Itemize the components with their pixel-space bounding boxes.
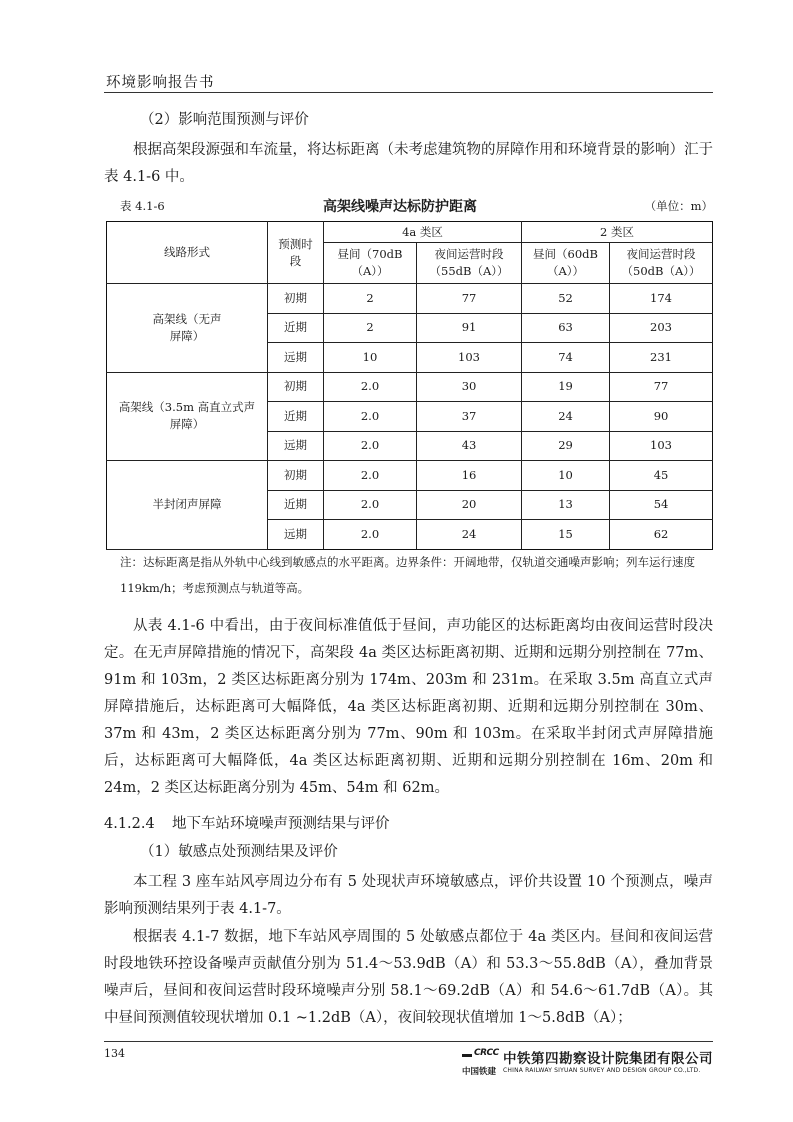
table-unit: （单位：m） — [644, 199, 713, 213]
subsection-number: 4.1.2.4 — [104, 816, 155, 832]
table-caption — [120, 196, 713, 216]
value-cell: 63 — [522, 313, 610, 343]
value-cell: 2.0 — [324, 490, 417, 520]
period-cell: 初期 — [268, 461, 324, 491]
value-cell: 2 — [324, 284, 417, 314]
subsection-title: 地下车站环境噪声预测结果与评价 — [172, 816, 390, 832]
value-cell: 203 — [610, 313, 713, 343]
page-number: 134 — [104, 1047, 125, 1060]
period-cell: 近期 — [268, 402, 324, 432]
table-note: 注：达标距离是指从外轨中心线到敏感点的水平距离。边界条件：开阔地带，仅轨道交通噪声影响；列车运行速度 119km/h；考虑预测点与轨道等高。 — [120, 555, 695, 595]
period-cell: 初期 — [268, 372, 324, 402]
header-period: 预测时段 — [268, 222, 324, 284]
table-title: 高架线噪声达标防护距离 — [323, 199, 477, 215]
table-id: 表 4.1-6 — [120, 199, 165, 213]
header-day-2: 昼间（60dB（A）） — [522, 243, 610, 284]
item-heading: （1）敏感点处预测结果及评价 — [140, 844, 338, 860]
table-row — [107, 372, 713, 402]
header-day-4a: 昼间（70dB（A）） — [324, 243, 417, 284]
value-cell: 103 — [417, 343, 522, 373]
header-night-4a: 夜间运营时段（55dB（A）） — [417, 243, 522, 284]
value-cell: 15 — [522, 520, 610, 550]
value-cell: 19 — [522, 372, 610, 402]
value-cell: 45 — [610, 461, 713, 491]
analysis-text: 从表 4.1-6 中看出，由于夜间标准值低于昼间，声功能区的达标距离均由夜间运营时段决定。在无声屏障措施的情况下，高架段 4a 类区达标距离初期、近期和远期分别控制在 77m、91m 和 103m，2 类区达标距离分别为 174m、203m 和 231m。在采取 3.5m 高直立式声屏障措施后，达标距离可大幅降低，4a 类区达标距离初期、近期和远期分别控制在 30m、37m 和 43m，2 类区达标距离分别为 77m、90m 和 103m。在采取半封闭式声屏障措施后，达标距离可大幅降低，4a 类区达标距离初期、近期和远期分别控制在 16m、20m 和 24m，2 类区达标距离分别为 45m、54m 和 62m。 — [104, 618, 713, 796]
period-cell: 近期 — [268, 490, 324, 520]
document-header-title: 环境影响报告书 — [106, 75, 215, 91]
value-cell: 77 — [610, 372, 713, 402]
footer-divider — [104, 1041, 713, 1042]
value-cell: 29 — [522, 431, 610, 461]
value-cell: 231 — [610, 343, 713, 373]
group-name-cell: 半封闭声屏障 — [107, 461, 268, 550]
value-cell: 2.0 — [324, 461, 417, 491]
value-cell: 24 — [522, 402, 610, 432]
value-cell: 77 — [417, 284, 522, 314]
value-cell: 10 — [522, 461, 610, 491]
value-cell: 43 — [417, 431, 522, 461]
value-cell: 2.0 — [324, 402, 417, 432]
header-divider — [104, 92, 713, 93]
value-cell: 24 — [417, 520, 522, 550]
value-cell: 30 — [417, 372, 522, 402]
value-cell: 54 — [610, 490, 713, 520]
company-name-en: CHINA RAILWAY SIYUAN SURVEY AND DESIGN GROUP CO.,LTD. — [503, 1067, 701, 1074]
value-cell: 174 — [610, 284, 713, 314]
header-zone-4a: 4a 类区 — [324, 222, 522, 243]
value-cell: 74 — [522, 343, 610, 373]
value-cell: 90 — [610, 402, 713, 432]
period-cell: 远期 — [268, 343, 324, 373]
paragraph-text: 本工程 3 座车站风亭周边分布有 5 处现状声环境敏感点，评价共设置 10 个预测点，噪声影响预测结果列于表 4.1-7。 — [104, 874, 713, 917]
period-cell: 初期 — [268, 284, 324, 314]
value-cell: 2 — [324, 313, 417, 343]
period-cell: 近期 — [268, 313, 324, 343]
value-cell: 2.0 — [324, 431, 417, 461]
paragraph-sensitive-points — [104, 869, 713, 923]
logo-mark-text: CRCC — [474, 1048, 499, 1058]
crcc-logo-icon — [462, 1048, 502, 1062]
value-cell: 2.0 — [324, 372, 417, 402]
header-route-form: 线路形式 — [107, 222, 268, 284]
section-heading: （2）影响范围预测与评价 — [140, 112, 309, 128]
value-cell: 37 — [417, 402, 522, 432]
value-cell: 16 — [417, 461, 522, 491]
paragraph-text: 根据表 4.1-7 数据，地下车站风亭周围的 5 处敏感点都位于 4a 类区内。昼间和夜间运营时段地铁环控设备噪声贡献值分别为 51.4～53.9dB（A）和 53.3～55.8dB（A），叠加背景噪声后，昼间和夜间运营时段环境噪声分别 58.1～69.2dB（A）和 54.6～61.7dB（A）。其中昼间预测值较现状增加 0.1 ~1.2dB（A），夜间较现状值增加 1～5.8dB（A）； — [104, 929, 713, 1026]
value-cell: 103 — [610, 431, 713, 461]
paragraph-station-analysis — [104, 924, 713, 1032]
value-cell: 52 — [522, 284, 610, 314]
value-cell: 2.0 — [324, 520, 417, 550]
group-name-cell: 高架线（无声屏障） — [107, 284, 268, 373]
header-zone-2: 2 类区 — [522, 222, 713, 243]
value-cell: 20 — [417, 490, 522, 520]
group-name-cell: 高架线（3.5m 高直立式声屏障） — [107, 372, 268, 461]
noise-distance-table — [106, 221, 713, 550]
period-cell: 远期 — [268, 431, 324, 461]
logo-subtitle: 中国铁建 — [462, 1067, 497, 1077]
company-name-cn: 中铁第四勘察设计院集团有限公司 — [503, 1051, 713, 1067]
table-row — [107, 461, 713, 491]
period-cell: 远期 — [268, 520, 324, 550]
value-cell: 13 — [522, 490, 610, 520]
value-cell: 62 — [610, 520, 713, 550]
value-cell: 91 — [417, 313, 522, 343]
intro-paragraph — [104, 137, 713, 191]
analysis-paragraph — [104, 613, 713, 802]
table-row — [107, 284, 713, 314]
header-night-2: 夜间运营时段（50dB（A）） — [610, 243, 713, 284]
value-cell: 10 — [324, 343, 417, 373]
intro-text: 根据高架段源强和车流量，将达标距离（未考虑建筑物的屏障作用和环境背景的影响）汇于表 4.1-6 中。 — [104, 142, 713, 185]
